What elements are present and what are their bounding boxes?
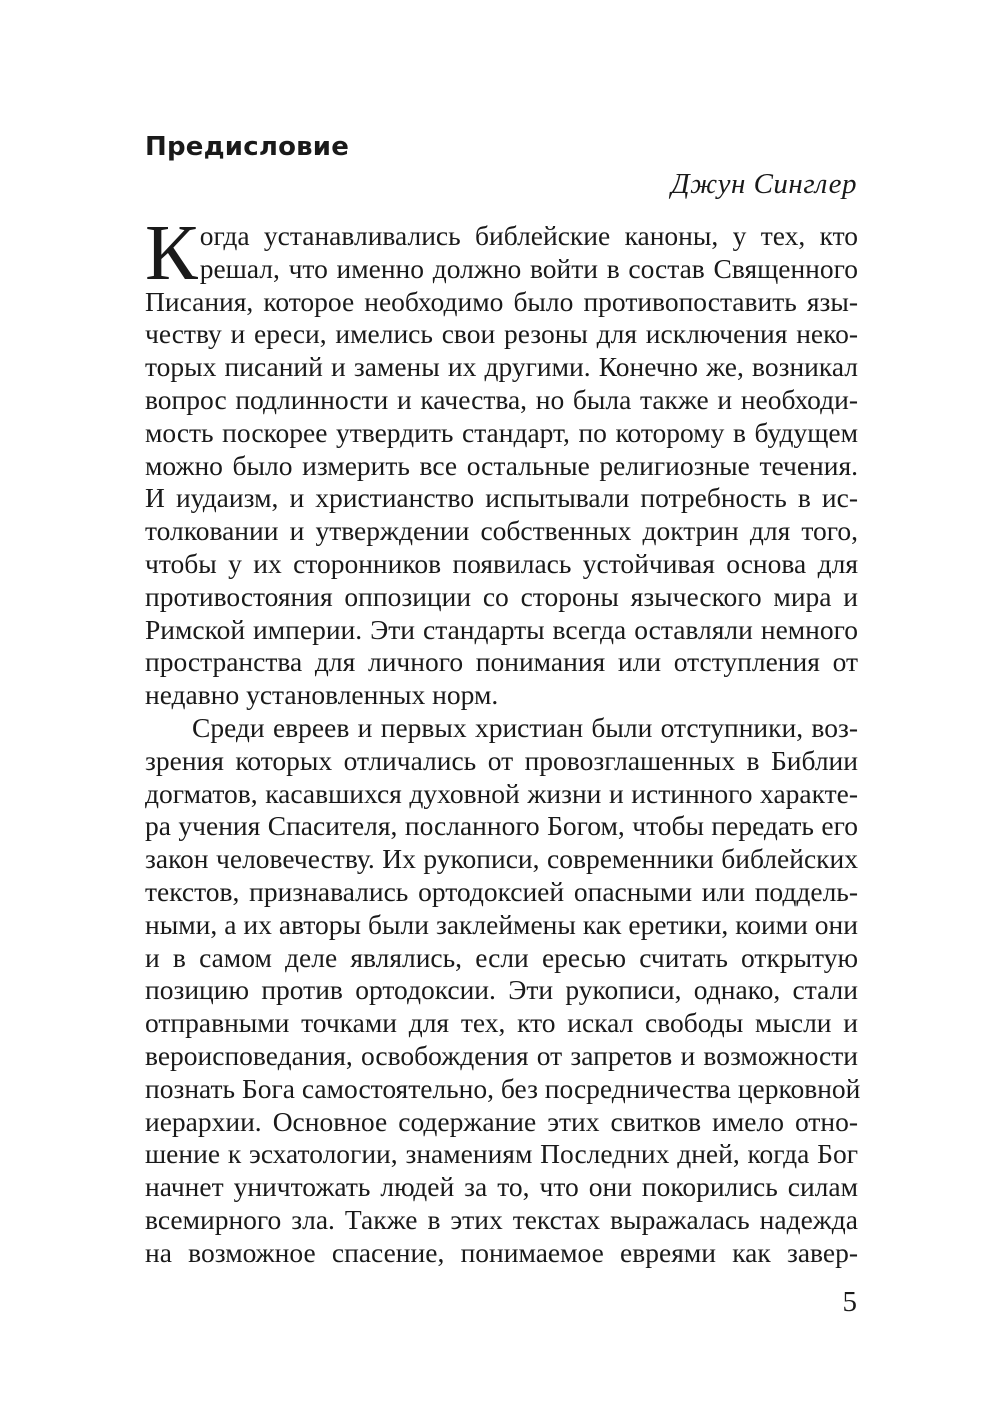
text-line: пространства для личного понимания или отступления от bbox=[145, 646, 858, 678]
text-line: ными, а их авторы были заклеймены как еретики, коими они bbox=[145, 908, 858, 940]
text-line: честву и ереси, имелись свои резоны для исключения неко- bbox=[145, 318, 858, 350]
text-line: догматов, касавшихся духовной жизни и истинного характе- bbox=[145, 777, 858, 809]
paragraph-2 bbox=[145, 711, 861, 1270]
page-title: Предисловие bbox=[145, 132, 350, 162]
text-line: можно было измерить все остальные религиозные течения. bbox=[145, 449, 858, 481]
text-line: отправными точками для тех, кто искал свободы мысли и bbox=[145, 1007, 858, 1039]
text-line: начнет уничтожать людей за то, что они покорились силам bbox=[145, 1171, 858, 1203]
text-line: зрения которых отличались от провозглашенных в Библии bbox=[145, 744, 858, 776]
text-line: противостояния оппозиции со стороны языческого мира и bbox=[145, 580, 858, 612]
author-name: Джун Синглер bbox=[671, 168, 857, 200]
text-line: позицию против ортодоксии. Эти рукописи, однако, стали bbox=[145, 974, 858, 1006]
text-line: всемирного зла. Также в этих текстах выражалась надежда bbox=[145, 1203, 858, 1235]
text-line: Среди евреев и первых христиан были отступники, воз- bbox=[192, 711, 858, 743]
text-line: торых писаний и замены их другими. Конечно же, возникал bbox=[145, 351, 858, 383]
body-text bbox=[145, 210, 861, 1270]
text-line: недавно установленных норм. bbox=[145, 679, 499, 711]
text-line: толковании и утверждении собственных доктрин для того, bbox=[145, 515, 858, 547]
text-line: Писания, которое необходимо было противопоставить язы- bbox=[145, 285, 858, 317]
text-line: текстов, признавались ортодоксией опасными или поддель- bbox=[145, 875, 858, 907]
text-line: и в самом деле являлись, если ересью считать открытую bbox=[145, 941, 858, 973]
text-line: иерархии. Основное содержание этих свитков имело отно- bbox=[145, 1105, 858, 1137]
text-line: И иудаизм, и христианство испытывали потребность в ис- bbox=[145, 482, 858, 514]
text-line: огда устанавливались библейские каноны, у тех, кто bbox=[199, 220, 858, 251]
text-line: познать Бога самостоятельно, без посредничества церковной bbox=[145, 1072, 861, 1104]
text-line: вероисповедания, освобождения от запретов и возможности bbox=[145, 1039, 858, 1071]
text-line: мость поскорее утвердить стандарт, по которому в будущем bbox=[145, 416, 858, 448]
drop-cap: К bbox=[145, 210, 198, 297]
text-line: закон человечеству. Их рукописи, современники библейских bbox=[145, 843, 858, 875]
text-line: чтобы у их сторонников появилась устойчивая основа для bbox=[145, 547, 858, 579]
text-line: Римской империи. Эти стандарты всегда оставляли немного bbox=[145, 613, 858, 645]
page-number: 5 bbox=[842, 1286, 857, 1318]
text-line: ра учения Спасителя, посланного Богом, чтобы передать его bbox=[145, 810, 858, 842]
text-line: вопрос подлинности и качества, но была также и необходи- bbox=[145, 383, 858, 415]
text-line: шение к эсхатологии, знамениям Последних дней, когда Бог bbox=[145, 1138, 858, 1170]
text-line: на возможное спасение, понимаемое евреями как завер- bbox=[145, 1236, 858, 1268]
text-line: решал, что именно должно войти в состав Священного bbox=[199, 252, 858, 284]
paragraph-1 bbox=[145, 210, 858, 712]
